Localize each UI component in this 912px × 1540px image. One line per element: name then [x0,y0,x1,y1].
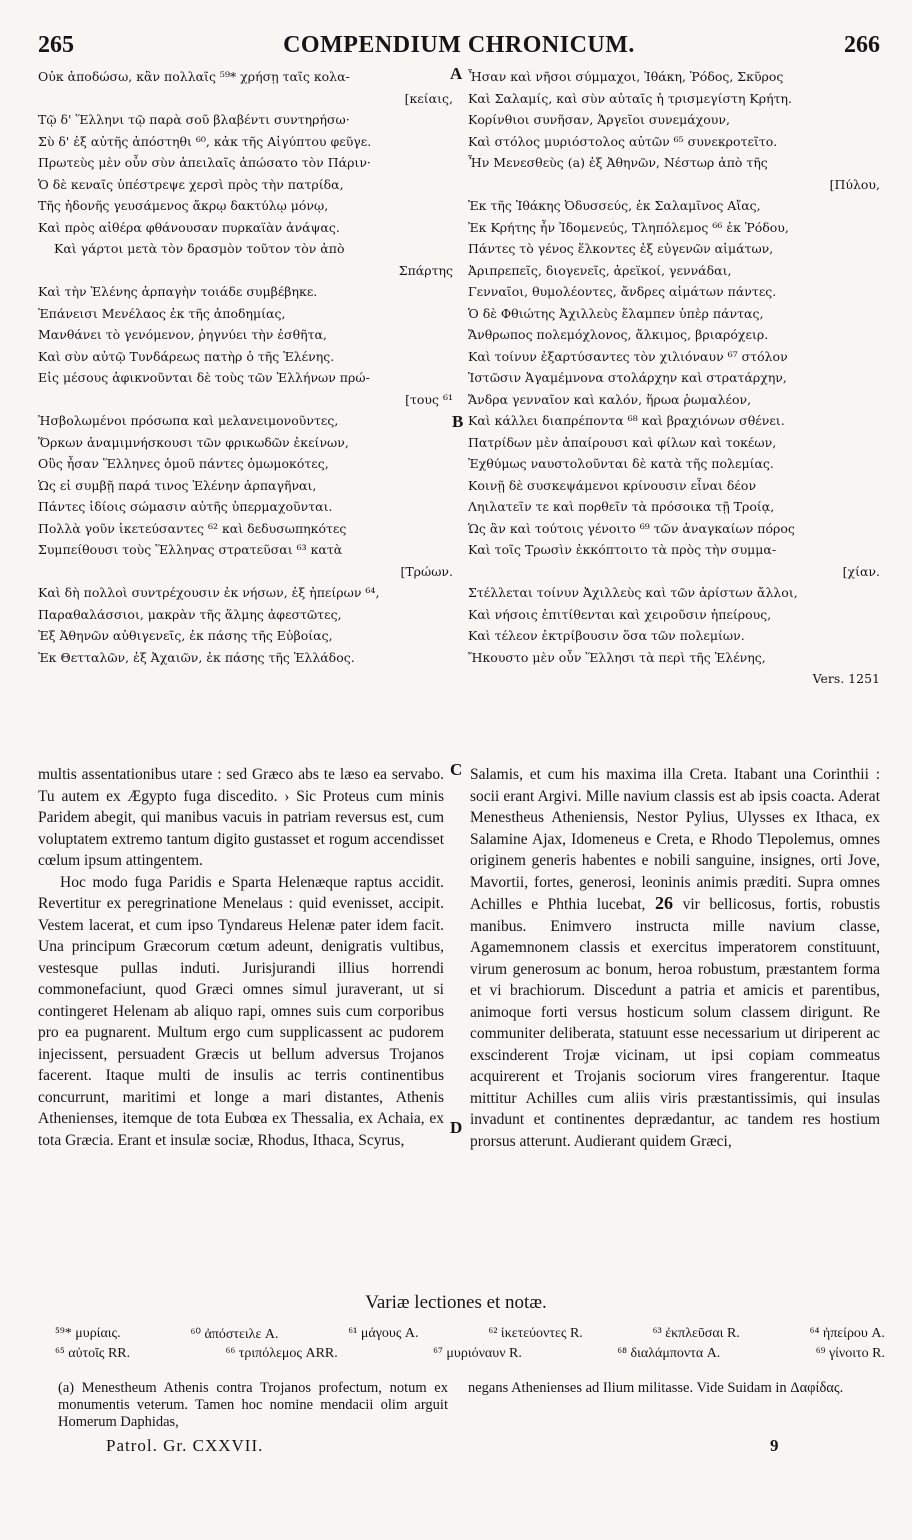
greek-verse: Ἀριπρεπεῖς, διογενεῖς, ἀρεϊκοί, γεννάδαι, [468,262,732,278]
greek-verse: Ἐχθύμως ναυστολοῦνται δὲ κατὰ τῆς πολεμίας. [468,456,774,471]
variant-reading: ⁶⁰ ἀπόστειλε A. [190,1327,279,1342]
greek-verse: Στέλλεται τοίνυν Ἀχιλλεὺς καὶ τῶν ἀρίστων ἄλλοι, [468,585,798,600]
greek-verse: Τῷ δ' Ἕλληνι τῷ παρὰ σοῦ βλαβέντι συντηρήσω· [38,112,350,127]
greek-verse: Πατρίδων μὲν ἀπαίρουσι καὶ φίλων καὶ τοκέων, [468,434,777,450]
margin-marker-d: D [450,1118,463,1137]
variant-reading: ⁵⁹* μυρίαις. [55,1326,121,1341]
greek-verse-cont: [Πύλου, [829,176,880,192]
greek-verse: Καὶ τοίνυν ἐξαρτύσαντες τὸν χιλιόναυν ⁶⁷ στόλον [468,348,788,364]
greek-verse: Ληιλατεῖν τε καὶ πορθεῖν τὰ πρόσοικα τῇ Τροίᾳ, [468,499,775,514]
greek-verse: Συμπείθουσι τοὺς Ἕλληνας στρατεῦσαι ⁶³ κατὰ [38,542,343,557]
variant-reading: ⁶⁵ αὐτοῖς RR. [55,1346,131,1361]
variant-reading: ⁶⁹ γίνοιτο R. [815,1346,885,1361]
greek-verse: Κορίνθιοι συνῆσαν, Ἀργεῖοι συνεμάχουν, [468,112,730,127]
greek-verse: Καὶ τοῖς Τρωσὶν ἐκκόπτοιτο τὰ πρὸς τὴν συμμα- [468,542,777,557]
greek-column-right [468,66,880,690]
greek-verse: Πρωτεὺς μὲν οὖν σὺν ἀπειλαῖς ἀπώσατο τὸν Πάριν· [38,155,371,170]
variant-reading: ⁶³ ἐκπλεῦσαι R. [652,1326,740,1341]
greek-verse: Κοινῇ δὲ συσκεψάμενοι κρίνουσιν εἶναι δέον [468,477,757,493]
greek-verse: Καὶ νήσοις ἐπιτίθενται καὶ χειροῦσιν ἠπείρους, [468,606,772,622]
greek-verse: Καὶ δὴ πολλοὶ συντρέχουσιν ἐκ νήσων, ἐξ ἠπείρων ⁶⁴, [38,585,380,600]
footnote-left: (a) Menestheum Athenis contra Trojanos profectum, notum ex monumentis veterum. Tamen hoc nomine mendacii olim arguit Homerum Daphidas, [58,1380,448,1430]
margin-marker-c: C [450,760,463,779]
variant-reading: ⁶¹ μάγους A. [348,1326,419,1341]
latin-paragraph [470,764,880,1152]
page-number-right: 266 [844,32,880,58]
greek-verse: Εἰς μέσους ἀφικνοῦνται δὲ τοὺς τῶν Ἑλλήνων πρώ- [38,370,370,385]
inline-signature-number: 26 [655,893,673,913]
greek-verse: Καὶ κάλλει διαπρέποντα ⁶⁸ καὶ βραχιόνων σθένει. [468,413,785,428]
latin-text: vir bellicosus, fortis, robustis manibus. Enimvero instructa mille navium classe, Agamemnonem classis et exercitus imperatorem constituunt, virum generosum ac bonum, heroa robustum, præstantem forma et vi brachiorum. Discedunt a patria et amicis et parentibus, animoque forti versus hosticum solum classem dirigunt. Re communiter deliberata, statuunt esse necessarium ut diriperent ac exscinderent Trojæ vicinam, ut ipsi copiam commeatus acquirerent et Trojanis sociorum vires frangerentur. Itaque mittitur Achilles cum aliis viris præstantissimis, qui insulas invadunt et continentes deprædantur, ac tandem res hostium prorsus atterunt. Audierant quidem Græci, [470,896,880,1150]
greek-verse: Ἦσαν καὶ νῆσοι σύμμαχοι, Ἰθάκη, Ῥόδος, Σκῦρος [468,69,784,84]
greek-verse: Καὶ πρὸς αἰθέρα φθάνουσαν πυρκαϊὰν ἀνάψας. [38,219,340,235]
latin-paragraph: multis assentationibus utare : sed Græco abs te læso ea servabo. Tu autem ex Ægypto fuga discedito. › Sic Proteus cum minis Paridem abegit, qui manibus vacuis in patriam reversus est, cum voluptatem extremo tantum digito gustasset et rogum accendisset cœlum ipsum attingentem. [38,766,444,869]
greek-verse: Πάντες ἰδίοις σώμασιν αὐτῆς ὑπερμαχοῦνται. [38,499,333,514]
greek-verse: Ὅρκων ἀναμιμνήσκουσι τῶν φρικωδῶν ἐκείνων, [38,434,349,450]
greek-verse: Ἐξ Ἀθηνῶν αὐθιγενεῖς, ἐκ πάσης τῆς Εὐβοίας, [38,628,333,643]
latin-column-left [38,764,444,1151]
variae-line-2 [55,1346,885,1362]
page-title: COMPENDIUM CHRONICUM. [283,32,635,58]
variant-reading: ⁶² ἱκετεύοντες R. [488,1326,583,1341]
footer-signature: 9 [770,1436,779,1455]
greek-column-left [38,66,453,668]
latin-text: Salamis, et cum his maxima illa Creta. Itabant una Corinthii : socii erant Argivi. Mille navium classis est ab ipsis coacta. Aderat Menestheus Atheniensis, Nestor Pylius, Ulysses ex Ithaca, ex Salamine Ajax, Idomeneus e Creta, e Rhodo Tlepolemus, omnes originem generis habentes e nobili sanguine, insignes, orti Jove, Mavortii, fortes, generosi, leoninis animis præditi. Supra omnes Achilles e Phthia lucebat, [470,766,880,913]
greek-verse: Καὶ τὴν Ἑλένης ἁρπαγὴν τοιάδε συμβέβηκε. [38,284,318,299]
greek-verse: Πάντες τὸ γένος ἕλκοντες ἐξ εὐγενῶν αἱμάτων, [468,241,774,256]
variant-reading: ⁶⁸ διαλάμποντα A. [617,1346,721,1361]
greek-verse: Ἱστῶσιν Ἀγαμέμνονα στολάρχην καὶ στρατάρχην, [468,370,787,385]
margin-marker-a: A [450,64,463,83]
greek-verse: Ὡς εἰ συμβῇ παρά τινος Ἑλένην ἁρπαγῆναι, [38,477,317,493]
greek-verse-cont: [χίαν. [842,563,880,579]
greek-verse: Τῆς ἡδονῆς γευσάμενος ἄκρῳ δακτύλῳ μόνῳ, [38,198,329,213]
greek-verse: Καὶ Σαλαμίς, καὶ σὺν αὐταῖς ἡ τρισμεγίστη Κρήτη. [468,90,792,106]
greek-verse: Σὺ δ' ἐξ αὐτῆς ἀπόστηθι ⁶⁰, κἀκ τῆς Αἰγύπτου φεῦγε. [38,133,372,149]
greek-verse: Πολλὰ γοῦν ἱκετεύσαντες ⁶² καὶ δεδυσωπηκότες [38,520,347,536]
page-number-left: 265 [38,32,74,58]
greek-verse: Μανθάνει τὸ γενόμενον, ῥηγνύει τὴν ἐσθῆτα, [38,327,327,342]
greek-verse: Ἐκ Κρήτης ἦν Ἰδομενεύς, Τληπόλεμος ⁶⁶ ἐκ Ῥόδου, [468,219,789,235]
running-header [38,30,880,60]
greek-verse: Ἐκ Θετταλῶν, ἐξ Ἀχαιῶν, ἐκ πάσης τῆς Ἑλλάδος. [38,649,355,665]
variae-lectiones-title: Variæ lectiones et notæ. [365,1292,547,1313]
greek-verse: Οὓς ἦσαν Ἕλληνες ὁμοῦ πάντες ὀμωμοκότες, [38,456,329,471]
footnote-right: negans Athenienses ad Ilium militasse. Vide Suidam in Δαφίδας. [468,1380,844,1396]
variant-reading: ⁶⁶ τριπόλεμος ARR. [225,1346,338,1361]
latin-paragraph: Hoc modo fuga Paridis e Sparta Helenæque raptus accidit. Revertitur ex peregrinatione Menelaus : quid evenisset, accipit. Vestem lacerat, et cum ipso Tyndareus Helenæ pater idem facit. Una principum Græcorum cœtum adeunt, denigratis vultibus, vestesque pullas induti. Jurisjurandi illius horrendi commonefaciunt, quod Græci omnes simul juraverant, ut si contingeret Helenam ab aliquo rapi, omnes suis cum corporibus pro ea pugnarent. Multum ergo cum supplicassent ac pudorem injecissent, persuadent Græcis ut bellum adversus Trojanos facerent. Itaque multi de insulis ac terris continentibus concurrunt, maritimi et longe a mari distantes, Athenis Athenienses, itemque de tota Eubœa ex Thessalia, ex Achaia, ex tota Græcia. Erant et insulæ sociæ, Rhodus, Ithaca, Scyrus, [38,873,444,1149]
greek-verse-cont: [τους ⁶¹ [405,391,453,407]
margin-marker-b: B [452,412,464,431]
greek-verse: Οὐκ ἀποδώσω, κἂν πολλαῖς ⁵⁹* χρήσῃ ταῖς κολα- [38,69,350,84]
variae-line-1 [55,1326,885,1343]
latin-column-right [470,764,880,1152]
greek-verse: Ἐπάνεισι Μενέλαος ἐκ τῆς ἀποδημίας, [38,305,286,321]
greek-verse: Καὶ στόλος μυριόστολος αὐτῶν ⁶⁵ συνεκροτεῖτο. [468,133,778,149]
greek-verse-cont: Σπάρτης [398,262,453,278]
variant-reading: ⁶⁴ ἠπείρου A. [809,1326,885,1341]
greek-verse: Ἦν Μενεσθεὺς (a) ἐξ Ἀθηνῶν, Νέστωρ ἀπὸ τῆς [468,155,768,170]
greek-verse: Ὁ δὲ κεναῖς ὑπέστρεψε χερσὶ πρὸς τὴν πατρίδα, [38,176,344,192]
greek-verse: Ἠσβολωμένοι πρόσωπα καὶ μελανειμονοῦντες, [38,413,339,428]
verse-number: Vers. 1251 [812,671,880,686]
variant-reading: ⁶⁷ μυριόναυν R. [433,1346,522,1361]
greek-verse: Ἤκουστο μὲν οὖν Ἕλλησι τὰ περὶ τῆς Ἑλένης, [468,649,766,665]
greek-verse: Καὶ τέλεον ἐκτρίβουσιν ὅσα τῶν πολεμίων. [468,628,745,643]
greek-verse-cont: [Τρώων. [400,563,453,579]
greek-verse: Ὡς ἂν καὶ τούτοις γένοιτο ⁶⁹ τῶν ἀναγκαίων πόρος [468,520,795,536]
greek-verse: Ἄνδρα γενναῖον καὶ καλόν, ἥρωα ῥωμαλέον, [468,391,752,407]
greek-verse: Καὶ γάρτοι μετὰ τὸν δρασμὸν τοῦτον τὸν ἀπὸ [54,241,345,256]
greek-verse: Καὶ σὺν αὐτῷ Τυνδάρεως πατὴρ ὁ τῆς Ἑλένης. [38,348,335,364]
greek-verse-cont: [κείαις, [404,90,453,106]
greek-verse: Ὁ δὲ Φθιώτης Ἀχιλλεὺς ἔλαμπεν ὑπὲρ πάντας, [468,305,764,321]
footer-series: Patrol. Gr. CXXVII. [106,1436,264,1455]
greek-verse: Ἐκ τῆς Ἰθάκης Ὀδυσσεύς, ἐκ Σαλαμῖνος Αἴας, [468,198,761,213]
greek-verse: Ἄνθρωπος πολεμόχλονος, ἄλκιμος, βριαρόχειρ. [468,327,769,342]
greek-verse: Παραθαλάσσιοι, μακρὰν τῆς ἅλμης ἀφεστῶτες, [38,606,342,622]
greek-verse: Γενναῖοι, θυμολέοντες, ἄνδρες αἱμάτων πάντες. [468,284,777,299]
